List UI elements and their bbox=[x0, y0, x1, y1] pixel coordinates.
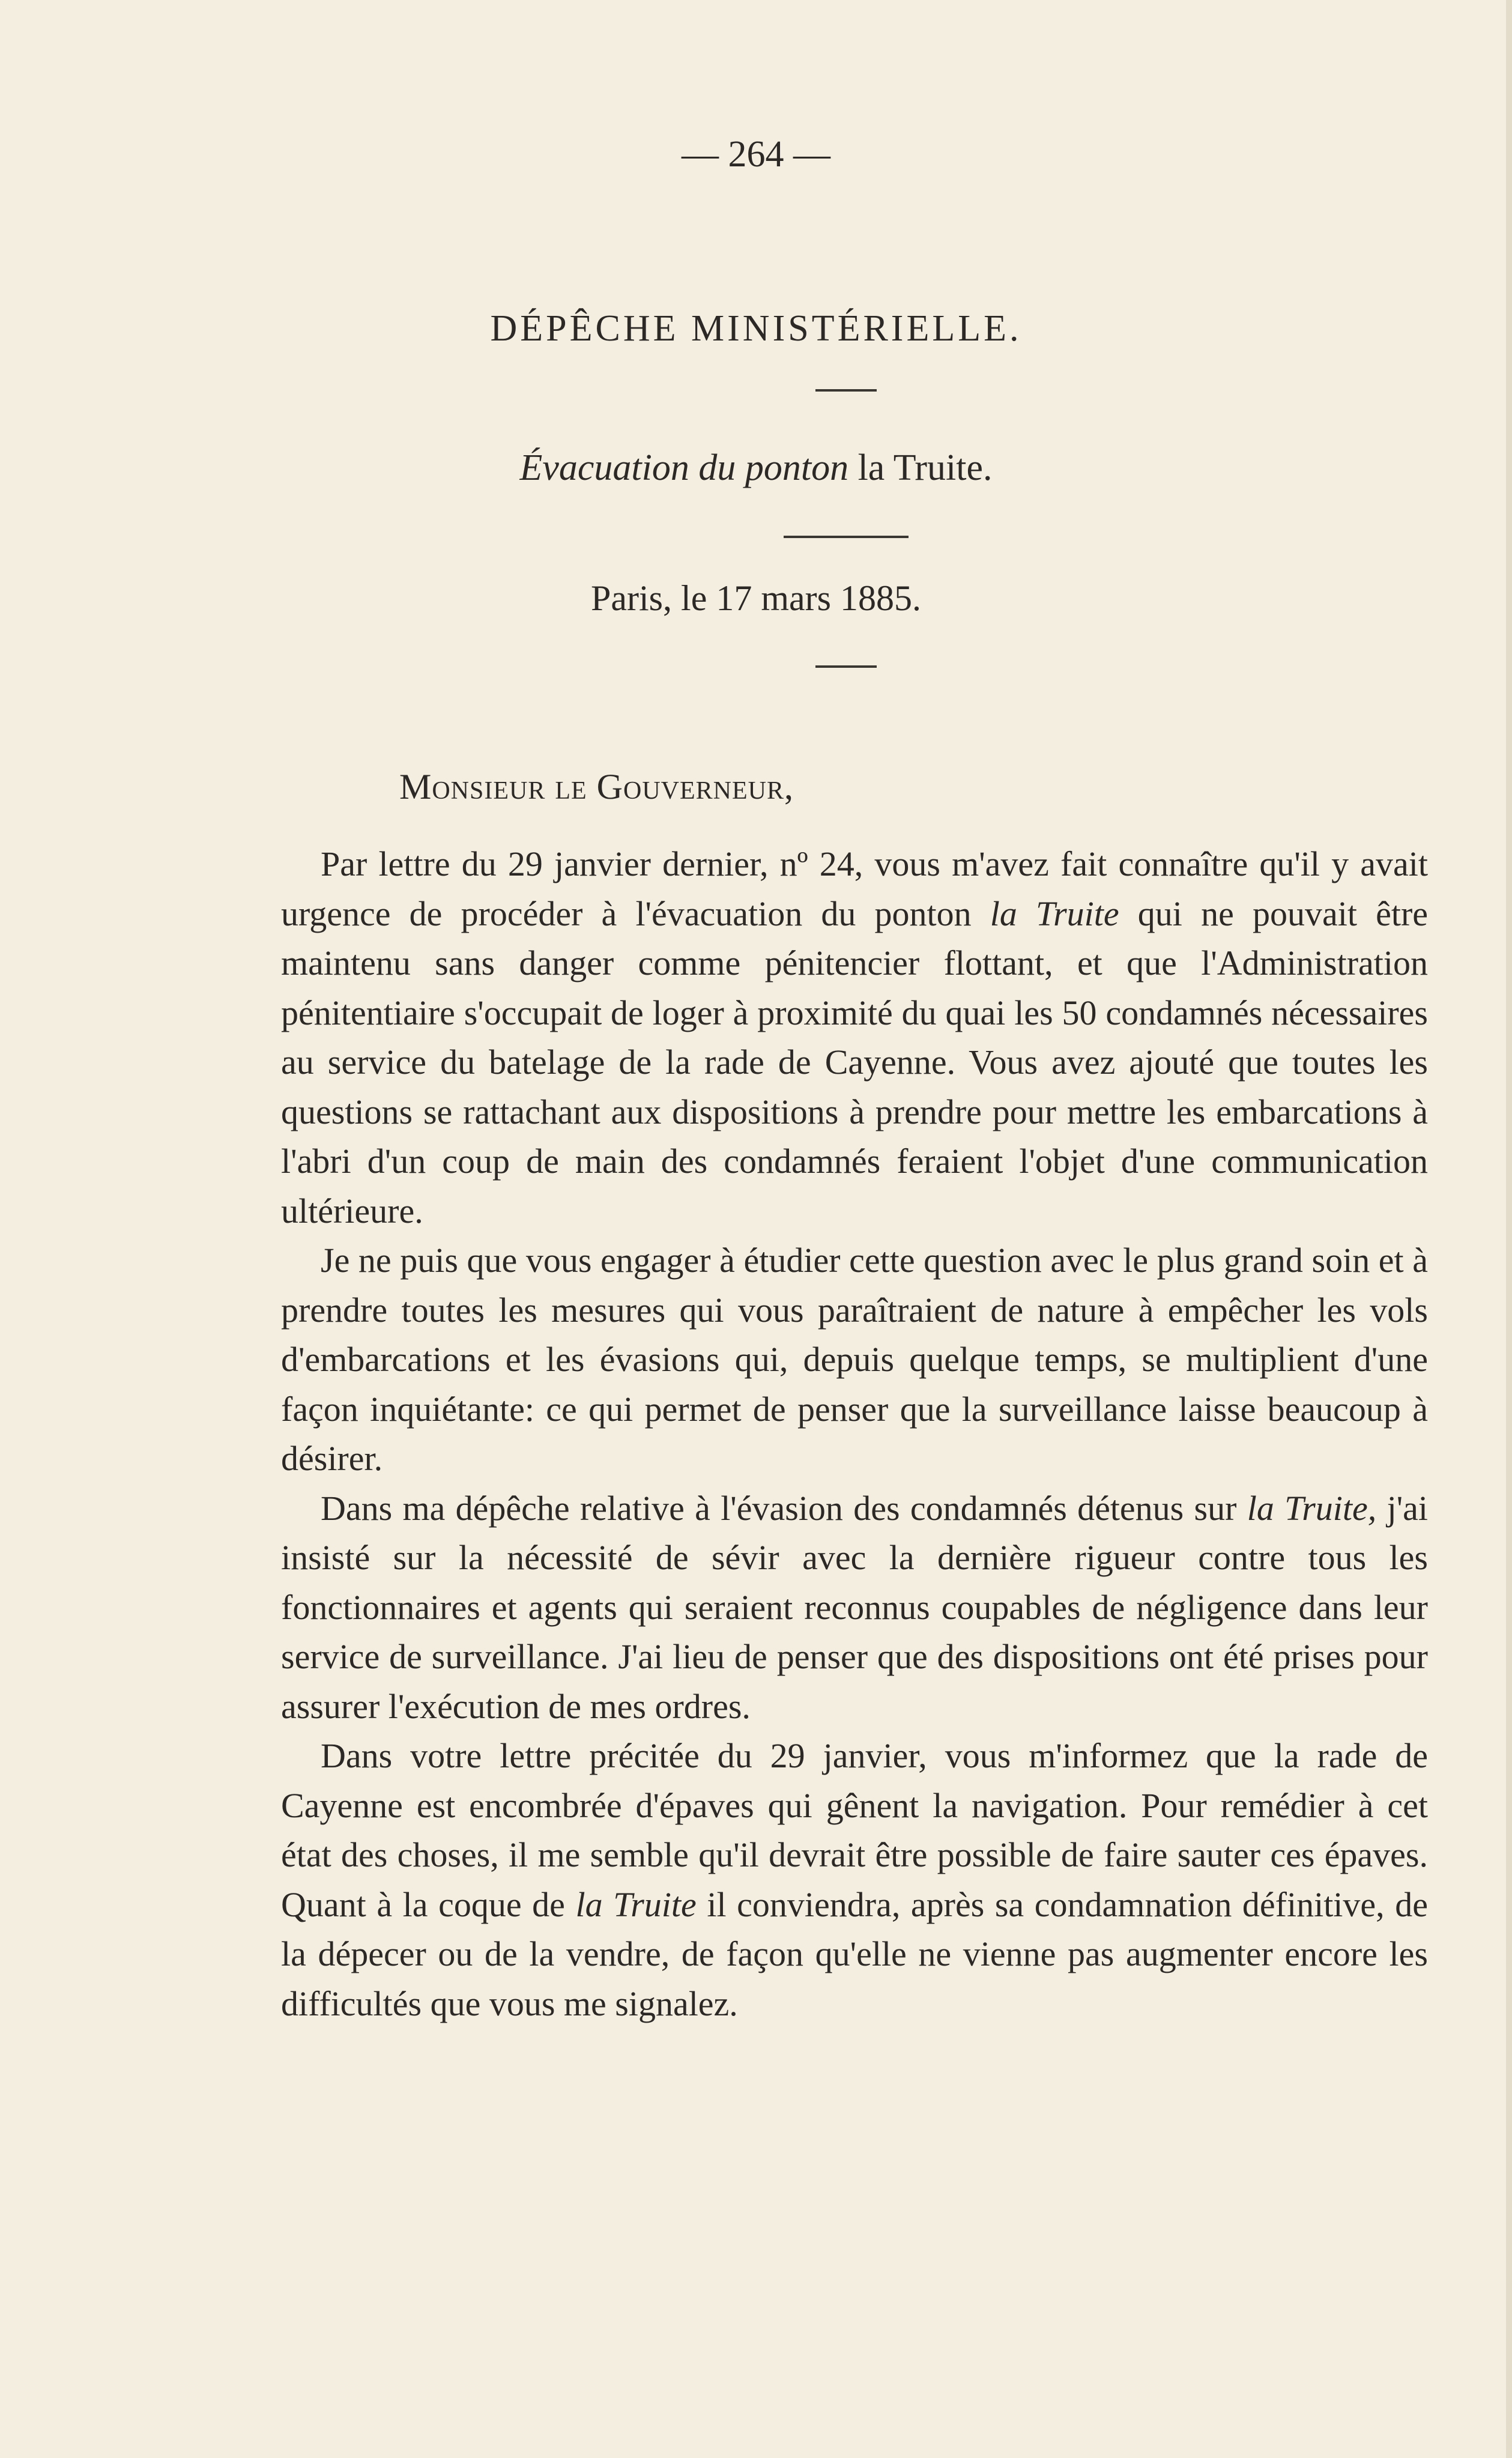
page-number: — 264 — bbox=[682, 134, 830, 175]
paragraph-text: j'ai insisté sur la nécessité de sévir avec la dernière rigueur contre tous les fonctionnaires et agents qui seraient reconnus coupables de négligence dans leur service de surveillance. J'ai lieu de penser que des dispositions ont été prises pour assurer l'exécution de mes ordres. bbox=[281, 1488, 1429, 1726]
paragraph-text: il conviendra, après sa condamnation définitive, de la dépecer ou de la vendre, de façon qu'elle ne vienne pas augmenter encore les difficultés que vous me signalez. bbox=[281, 1884, 1428, 2023]
paragraph-text: Dans votre lettre précitée du 29 janvier, vous m'informez que la rade de Cayenne est encombrée d'épaves qui gênent la navigation. Pour remédier à cet état des choses, il me semble qu'il devrait être possible de faire sauter ces épaves. Quant à la coque de bbox=[281, 1736, 1428, 1924]
paragraph bbox=[281, 840, 1428, 1236]
paragraph bbox=[281, 1484, 1428, 1732]
document-heading: DÉPÊCHE MINISTÉRIELLE. bbox=[490, 308, 1022, 349]
page-edge bbox=[1506, 0, 1512, 2458]
paragraph-text: Par lettre du 29 janvier dernier, nº 24, vous m'avez fait connaître qu'il y avait urgence de procéder à l'évacuation du ponton bbox=[281, 844, 1428, 933]
paragraph bbox=[281, 1236, 1428, 1484]
salutation: Monsieur le Gouverneur, bbox=[399, 767, 794, 807]
subtitle-roman: la Truite. bbox=[848, 447, 993, 488]
document-subtitle bbox=[0, 447, 1512, 489]
divider-rule bbox=[815, 665, 877, 668]
dateline: Paris, le 17 mars 1885. bbox=[591, 578, 921, 618]
subtitle-italic: Évacuation du ponton bbox=[519, 447, 849, 488]
paragraph-italic: la Truite, bbox=[1247, 1488, 1377, 1528]
paragraph bbox=[281, 1731, 1428, 2029]
divider-rule bbox=[784, 536, 909, 538]
paragraph-text: Dans ma dépêche relative à l'évasion des condamnés détenus sur bbox=[321, 1488, 1247, 1528]
paragraph-text: Je ne puis que vous engager à étudier cette question avec le plus grand soin et à prendre toutes les mesures qui vous paraîtraient de nature à empêcher les vols d'embarcations et les évasions qui, depuis quelque temps, se multiplient d'une façon inquiétante: ce qui permet de penser que la surveillance laisse beaucoup à désirer. bbox=[281, 1241, 1428, 1478]
letter-body bbox=[281, 840, 1428, 2029]
paragraph-text: qui ne pouvait être maintenu sans danger comme pénitencier flottant, et que l'Administration pénitentiaire s'occupait de loger à proximité du quai les 50 condamnés nécessaires au service du batelage de la rade de Cayenne. Vous avez ajouté que toutes les questions se rattachant aux dispositions à prendre pour mettre les embarcations à l'abri d'un coup de main des condamnés feraient l'objet d'une communication ultérieure. bbox=[281, 894, 1428, 1231]
paragraph-italic: la Truite bbox=[990, 894, 1119, 933]
divider-rule bbox=[815, 389, 877, 392]
paragraph-italic: la Truite bbox=[575, 1884, 697, 1924]
